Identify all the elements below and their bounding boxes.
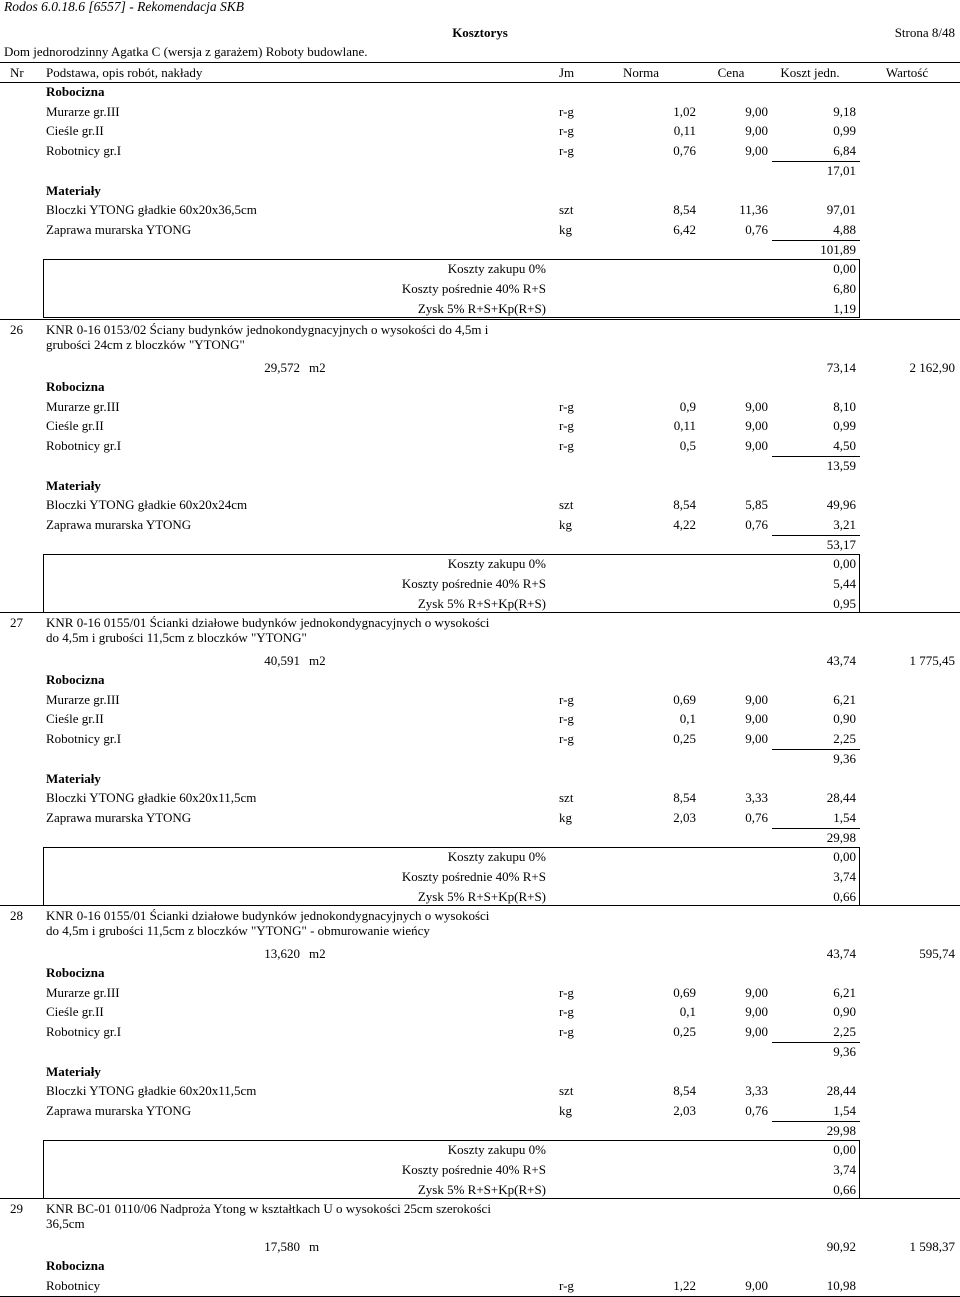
resource-unit: r-g	[559, 731, 574, 747]
koszty-zakupu-label: Koszty zakupu 0%	[447, 556, 546, 572]
item-description: KNR 0-16 0155/01 Ścianki działowe budynków jednokondygnacyjnych o wysokości	[46, 908, 490, 923]
resource-unit-cost: 6,21	[833, 691, 856, 707]
resource-unit: r-g	[559, 984, 574, 1000]
labor-subtotal: 9,36	[833, 1043, 856, 1059]
materials-subtotal: 29,98	[826, 1122, 856, 1138]
item-description: KNR BC-01 0110/06 Nadproża Ytong w kształtkach U o wysokości 25cm szerokości	[46, 1201, 491, 1216]
resource-name: Robotnicy gr.I	[46, 143, 122, 159]
resource-unit-cost: 1,54	[833, 809, 856, 825]
materialy-header: Materiały	[46, 770, 101, 786]
resource-price: 9,00	[745, 731, 768, 747]
app-title: Rodos 6.0.18.6 [6557] - Rekomendacja SKB	[4, 0, 244, 14]
labor-subtotal: 9,36	[833, 750, 856, 766]
resource-norma: 0,5	[679, 438, 696, 454]
resource-price: 3,33	[745, 790, 768, 806]
summary-box-right	[859, 847, 860, 905]
resource-norma: 0,25	[673, 1024, 696, 1040]
item-quantity: 40,591	[264, 653, 300, 668]
summary-box-left	[43, 1140, 44, 1198]
resource-unit-cost: 2,25	[833, 1024, 856, 1040]
koszty-zakupu-value: 0,00	[833, 556, 856, 572]
koszty-posrednie-label: Koszty pośrednie 40% R+S	[401, 1162, 546, 1177]
koszty-zakupu-label: Koszty zakupu 0%	[447, 849, 546, 865]
resource-unit: szt	[559, 202, 574, 218]
resource-name: Cieśle gr.II	[46, 418, 104, 434]
resource-unit: r-g	[559, 1024, 574, 1040]
robocizna-header: Robocizna	[46, 379, 105, 394]
resource-norma: 2,03	[673, 1102, 696, 1118]
resource-unit-cost: 0,99	[833, 123, 856, 139]
resource-norma: 2,03	[673, 809, 696, 825]
resource-norma: 0,25	[673, 731, 696, 747]
column-header-jm: Jm	[559, 65, 575, 80]
subtotal-rule	[772, 749, 860, 750]
resource-unit: r-g	[559, 103, 574, 119]
zysk-label: Zysk 5% R+S+Kp(R+S)	[417, 300, 546, 316]
resource-unit-cost: 0,90	[833, 1004, 856, 1020]
subtotal-rule	[772, 1042, 860, 1043]
resource-name: Cieśle gr.II	[46, 123, 104, 139]
resource-unit-cost: 49,96	[826, 497, 856, 513]
summary-box-top	[43, 554, 860, 555]
robocizna-header: Robocizna	[46, 1258, 105, 1273]
resource-unit: szt	[559, 1083, 574, 1099]
item-unit: m	[309, 1239, 320, 1254]
resource-price: 9,00	[745, 438, 768, 454]
summary-box-right	[859, 554, 860, 612]
resource-name: Robotnicy gr.I	[46, 1024, 122, 1040]
page-number: Strona 8/48	[894, 25, 955, 40]
resource-unit-cost: 6,21	[833, 984, 856, 1000]
item-value: 595,74	[919, 946, 955, 961]
koszty-posrednie-value: 6,80	[833, 281, 856, 296]
resource-price: 9,00	[745, 1024, 768, 1040]
resource-norma: 1,22	[673, 1277, 696, 1293]
item-number: 29	[10, 1201, 23, 1216]
item-separator	[0, 319, 960, 320]
resource-name: Zaprawa murarska YTONG	[46, 809, 192, 825]
resource-unit: szt	[559, 497, 574, 513]
resource-price: 0,76	[745, 221, 768, 237]
resource-unit: kg	[559, 1102, 572, 1118]
resource-unit: kg	[559, 221, 572, 237]
resource-price: 9,00	[745, 1277, 768, 1293]
zysk-value: 0,95	[833, 595, 856, 611]
resource-norma: 6,42	[673, 221, 696, 237]
resource-unit-cost: 1,54	[833, 1102, 856, 1118]
item-value: 1 775,45	[909, 653, 955, 668]
resource-norma: 0,76	[673, 143, 696, 159]
resource-name: Zaprawa murarska YTONG	[46, 516, 192, 532]
resource-name: Zaprawa murarska YTONG	[46, 1102, 192, 1118]
summary-box-left	[43, 847, 44, 905]
item-separator	[0, 905, 960, 906]
koszty-posrednie-label: Koszty pośrednie 40% R+S	[401, 281, 546, 296]
item-value: 2 162,90	[909, 360, 955, 375]
item-number: 26	[10, 322, 23, 337]
resource-price: 9,00	[745, 103, 768, 119]
summary-box-left	[43, 259, 44, 317]
resource-unit: r-g	[559, 1277, 574, 1293]
resource-unit: r-g	[559, 123, 574, 139]
item-unit-cost: 73,14	[826, 360, 856, 375]
column-header-desc: Podstawa, opis robót, nakłady	[46, 65, 203, 80]
materialy-header: Materiały	[46, 477, 101, 493]
item-unit-cost: 90,92	[826, 1239, 856, 1254]
resource-unit: szt	[559, 790, 574, 806]
resource-price: 0,76	[745, 516, 768, 532]
resource-name: Cieśle gr.II	[46, 1004, 104, 1020]
header-rule	[0, 62, 960, 63]
resource-price: 9,00	[745, 398, 768, 414]
resource-norma: 0,69	[673, 984, 696, 1000]
item-description-cont: 36,5cm	[46, 1216, 85, 1231]
subtotal-rule	[772, 161, 860, 162]
item-description: KNR 0-16 0153/02 Ściany budynków jednokondygnacyjnych o wysokości do 4,5m i	[46, 322, 489, 337]
column-header-norma: Norma	[622, 65, 660, 80]
zysk-value: 0,66	[833, 1181, 856, 1197]
koszty-zakupu-label: Koszty zakupu 0%	[447, 261, 546, 277]
koszty-zakupu-label: Koszty zakupu 0%	[447, 1142, 546, 1158]
resource-unit-cost: 97,01	[826, 202, 856, 218]
resource-name: Bloczki YTONG gładkie 60x20x36,5cm	[46, 202, 257, 218]
resource-price: 9,00	[745, 984, 768, 1000]
item-number: 27	[10, 615, 23, 630]
resource-unit: r-g	[559, 418, 574, 434]
resource-unit-cost: 8,10	[833, 398, 856, 414]
subtotal-rule	[772, 535, 860, 536]
labor-subtotal: 17,01	[826, 162, 856, 178]
zysk-label: Zysk 5% R+S+Kp(R+S)	[417, 888, 546, 904]
resource-unit: kg	[559, 809, 572, 825]
column-header-nr: Nr	[10, 65, 24, 80]
koszty-posrednie-value: 3,74	[833, 1162, 856, 1177]
column-header-koszt: Koszt jedn.	[780, 65, 840, 80]
resource-unit: r-g	[559, 398, 574, 414]
resource-unit-cost: 28,44	[826, 790, 856, 806]
resource-name: Zaprawa murarska YTONG	[46, 221, 192, 237]
item-quantity: 29,572	[264, 360, 300, 375]
koszty-posrednie-label: Koszty pośrednie 40% R+S	[401, 576, 546, 591]
materialy-header: Materiały	[46, 182, 101, 198]
column-header-rule	[0, 82, 960, 83]
resource-price: 9,00	[745, 123, 768, 139]
zysk-value: 0,66	[833, 888, 856, 904]
subtotal-rule	[772, 240, 860, 241]
item-unit: m2	[309, 360, 326, 375]
item-unit-cost: 43,74	[826, 653, 856, 668]
subtotal-rule	[772, 456, 860, 457]
column-header-cena: Cena	[717, 65, 745, 80]
item-unit: m2	[309, 946, 326, 961]
item-number: 28	[10, 908, 23, 923]
resource-norma: 8,54	[673, 497, 696, 513]
resource-unit-cost: 28,44	[826, 1083, 856, 1099]
resource-unit-cost: 10,98	[826, 1277, 856, 1293]
resource-name: Robotnicy gr.I	[46, 438, 122, 454]
subtotal-rule	[772, 828, 860, 829]
item-description-cont: do 4,5m i grubości 11,5cm z bloczków "YTONG" - obmurowanie wieńcy	[46, 923, 430, 938]
item-unit: m2	[309, 653, 326, 668]
resource-norma: 0,1	[679, 1004, 696, 1020]
resource-norma: 0,9	[679, 398, 696, 414]
resource-norma: 0,11	[673, 123, 696, 139]
item-description: KNR 0-16 0155/01 Ścianki działowe budynków jednokondygnacyjnych o wysokości	[46, 615, 490, 630]
item-quantity: 13,620	[264, 946, 300, 961]
resource-name: Cieśle gr.II	[46, 711, 104, 727]
resource-name: Robotnicy	[46, 1277, 101, 1293]
resource-name: Murarze gr.III	[46, 691, 120, 707]
resource-norma: 8,54	[673, 1083, 696, 1099]
materials-subtotal: 101,89	[820, 241, 856, 257]
subtotal-rule	[772, 1121, 860, 1122]
resource-price: 0,76	[745, 809, 768, 825]
resource-norma: 8,54	[673, 202, 696, 218]
resource-price: 9,00	[745, 418, 768, 434]
materials-subtotal: 53,17	[826, 536, 856, 552]
resource-unit-cost: 6,84	[833, 143, 856, 159]
resource-price: 0,76	[745, 1102, 768, 1118]
resource-name: Bloczki YTONG gładkie 60x20x24cm	[46, 497, 248, 513]
summary-box-right	[859, 1140, 860, 1198]
summary-box-left	[43, 554, 44, 612]
resource-name: Bloczki YTONG gładkie 60x20x11,5cm	[46, 790, 257, 806]
summary-box-right	[859, 259, 860, 317]
column-header-wartosc: Wartość	[885, 65, 929, 80]
summary-box-top	[43, 847, 860, 848]
koszty-zakupu-value: 0,00	[833, 1142, 856, 1158]
document-title: Kosztorys	[452, 25, 508, 40]
item-value: 1 598,37	[909, 1239, 955, 1254]
item-description-cont: grubości 24cm z bloczków "YTONG"	[46, 337, 245, 352]
resource-price: 9,00	[745, 691, 768, 707]
resource-norma: 0,1	[679, 711, 696, 727]
resource-unit-cost: 0,99	[833, 418, 856, 434]
resource-unit: r-g	[559, 691, 574, 707]
resource-price: 3,33	[745, 1083, 768, 1099]
resource-price: 9,00	[745, 711, 768, 727]
koszty-zakupu-value: 0,00	[833, 849, 856, 865]
resource-unit-cost: 0,90	[833, 711, 856, 727]
resource-unit-cost: 2,25	[833, 731, 856, 747]
koszty-posrednie-value: 5,44	[833, 576, 856, 591]
item-unit-cost: 43,74	[826, 946, 856, 961]
resource-unit: r-g	[559, 438, 574, 454]
resource-unit: kg	[559, 516, 572, 532]
robocizna-header: Robocizna	[46, 84, 105, 99]
koszty-zakupu-value: 0,00	[833, 261, 856, 277]
resource-norma: 1,02	[673, 103, 696, 119]
item-separator	[0, 612, 960, 613]
zysk-value: 1,19	[833, 300, 856, 316]
koszty-posrednie-label: Koszty pośrednie 40% R+S	[401, 869, 546, 884]
koszty-posrednie-value: 3,74	[833, 869, 856, 884]
resource-name: Bloczki YTONG gładkie 60x20x11,5cm	[46, 1083, 257, 1099]
robocizna-header: Robocizna	[46, 672, 105, 687]
resource-unit: r-g	[559, 711, 574, 727]
materialy-header: Materiały	[46, 1063, 101, 1079]
resource-unit-cost: 4,50	[833, 438, 856, 454]
resource-norma: 0,69	[673, 691, 696, 707]
resource-price: 11,36	[739, 202, 768, 218]
resource-unit-cost: 4,88	[833, 221, 856, 237]
resource-price: 5,85	[745, 497, 768, 513]
zysk-label: Zysk 5% R+S+Kp(R+S)	[417, 595, 546, 611]
resource-norma: 0,11	[673, 418, 696, 434]
materials-subtotal: 29,98	[826, 829, 856, 845]
resource-name: Robotnicy gr.I	[46, 731, 122, 747]
resource-name: Murarze gr.III	[46, 398, 120, 414]
resource-norma: 4,22	[673, 516, 696, 532]
item-description-cont: do 4,5m i grubości 11,5cm z bloczków "YTONG"	[46, 630, 307, 645]
resource-name: Murarze gr.III	[46, 984, 120, 1000]
resource-norma: 8,54	[673, 790, 696, 806]
resource-unit-cost: 3,21	[833, 516, 856, 532]
summary-box-top	[43, 1140, 860, 1141]
zysk-label: Zysk 5% R+S+Kp(R+S)	[417, 1181, 546, 1197]
labor-subtotal: 13,59	[826, 457, 856, 473]
document-subtitle: Dom jednorodzinny Agatka C (wersja z garażem) Roboty budowlane.	[4, 44, 368, 59]
resource-name: Murarze gr.III	[46, 103, 120, 119]
resource-unit: r-g	[559, 143, 574, 159]
robocizna-header: Robocizna	[46, 965, 105, 980]
item-quantity: 17,580	[264, 1239, 300, 1254]
summary-box-top	[43, 259, 860, 260]
resource-unit: r-g	[559, 1004, 574, 1020]
resource-price: 9,00	[745, 143, 768, 159]
item-separator	[0, 1198, 960, 1199]
resource-unit-cost: 9,18	[833, 103, 856, 119]
resource-price: 9,00	[745, 1004, 768, 1020]
